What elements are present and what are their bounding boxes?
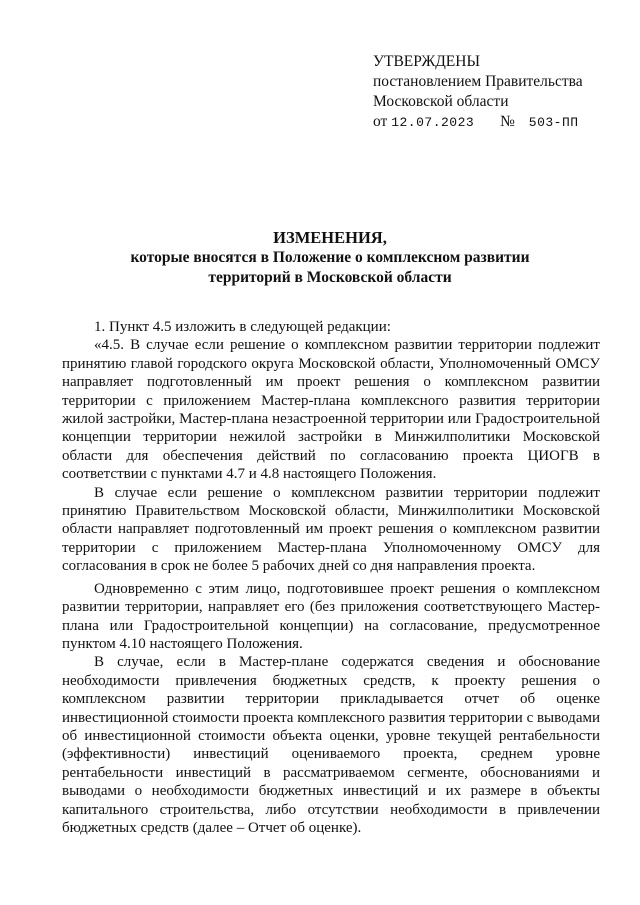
document-subtitle-line1: которые вносятся в Положение о комплексном развитии bbox=[130, 249, 530, 266]
paragraph-5: В случае, если в Мастер-плане содержатся сведения и обоснование необходимости привлечения бюджетных средств, к проекту решения о комплексном развитии территории прикладывается отчет об оценке инвестиционной стоимости проекта комплексного развития территории с выводами об инвестиционной стоимости объекта оценки, уровне текущей рентабельности (эффективности) инвестиций оцениваемого проекта, среднем уровне рентабельности инвестиций в рассматриваемом сегменте, обоснованиями и выводами о необходимости бюджетных инвестиций и их размере в объекты капитального строительства, либо отсутствии необходимости в привлечении бюджетных средств (далее – Отчет об оценке). bbox=[62, 654, 600, 836]
paragraph-3: В случае если решение о комплексном развитии территории подлежит принятию Правительством Московской области, Минжилполитики Московской области направляет подготовленный им проект решения о комплексном развитии территории с приложением Мастер-плана Уполномоченному ОМСУ для согласования в срок не более 5 рабочих дней со дня направления проекта. bbox=[62, 484, 600, 575]
approval-decree: постановлением Правительства bbox=[373, 73, 583, 90]
document-body bbox=[62, 318, 600, 837]
approval-date-line bbox=[373, 112, 583, 133]
approval-date: 12.07.2023 bbox=[391, 115, 475, 130]
paragraph-1: 1. Пункт 4.5 изложить в следующей редакции: bbox=[94, 319, 391, 335]
document-title: ИЗМЕНЕНИЯ, bbox=[273, 228, 387, 247]
approval-number: 503-ПП bbox=[528, 115, 579, 130]
approval-region: Московской области bbox=[373, 93, 509, 110]
date-prefix: от bbox=[373, 113, 388, 130]
document-heading bbox=[60, 228, 600, 288]
approval-title: УТВЕРЖДЕНЫ bbox=[373, 53, 480, 70]
document-subtitle-line2: территорий в Московской области bbox=[208, 269, 452, 286]
paragraph-2: «4.5. В случае если решение о комплексном развитии территории подлежит принятию главой городского округа Московской области, Уполномоченный ОМСУ направляет подготовленный им проект решения о комплексном развитии территории с приложением Мастер-плана комплексного развития территории жилой застройки, Мастер-плана незастроенной территории или Градостроительной концепции территории нежилой застройки в Минжилполитики Московской области для обеспечения действий по согласованию проекта ЦИОГВ в соответствии с пунктами 4.7 и 4.8 настоящего Положения. bbox=[62, 337, 600, 483]
paragraph-4: Одновременно с этим лицо, подготовившее проект решения о комплексном развитии территории, направляет его (без приложения соответствующего Мастер-плана или Градостроительной концепции) на согласование, предусмотренное пунктом 4.10 настоящего Положения. bbox=[62, 580, 600, 652]
number-sign: № bbox=[500, 113, 515, 130]
approval-block bbox=[373, 52, 583, 133]
